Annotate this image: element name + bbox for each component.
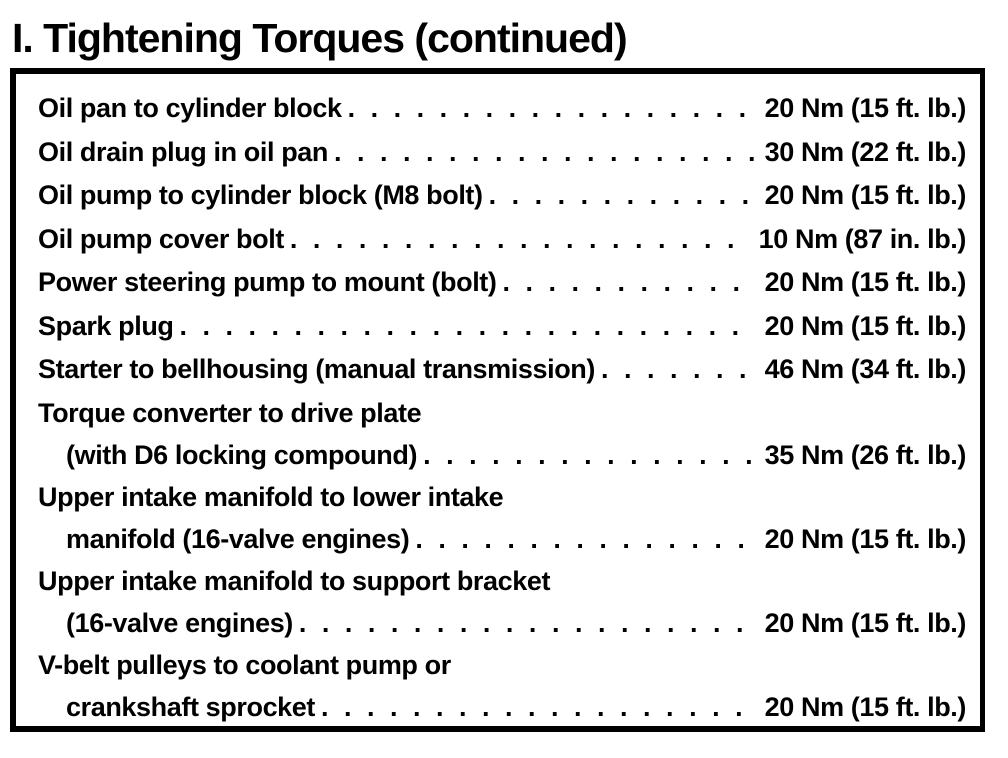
torque-value: 20 Nm (15 ft. lb.) (764, 93, 966, 123)
torque-value: 35 Nm (26 ft. lb.) (764, 439, 966, 470)
item-label: Torque converter to drive plate (38, 397, 422, 428)
torque-row (38, 305, 966, 349)
torque-row (38, 392, 966, 476)
item-label: Upper intake manifold to support bracket (38, 565, 551, 596)
torque-value: 20 Nm (15 ft. lb.) (764, 267, 966, 297)
item-label: Oil pump cover bolt (38, 223, 284, 254)
dot-leader (601, 348, 755, 390)
dot-leader (489, 174, 755, 216)
torque-row (38, 560, 966, 644)
dot-leader (299, 602, 755, 644)
torque-value: 30 Nm (22 ft. lb.) (764, 136, 966, 167)
dot-leader (180, 305, 755, 347)
item-label: V-belt pulleys to coolant pump or (38, 649, 451, 680)
torque-value: 20 Nm (15 ft. lb.) (764, 180, 966, 210)
dot-leader (502, 261, 754, 303)
torque-row (38, 644, 966, 728)
dot-leader (348, 87, 755, 129)
dot-leader (423, 434, 755, 476)
torque-row (38, 476, 966, 560)
dot-leader (321, 686, 755, 728)
item-label-continued: (with D6 locking compound) (66, 439, 418, 470)
item-label: Starter to bellhousing (manual transmission) (38, 354, 595, 384)
torque-value: 46 Nm (34 ft. lb.) (764, 354, 966, 384)
item-label: Power steering pump to mount (bolt) (38, 267, 497, 297)
torque-value: 20 Nm (15 ft. lb.) (764, 691, 966, 722)
torque-row (38, 174, 966, 218)
torque-row (38, 87, 966, 131)
page-title: I. Tightening Torques (continued) (12, 15, 627, 61)
item-label: Oil drain plug in oil pan (38, 136, 328, 167)
item-label: Upper intake manifold to lower intake (38, 481, 504, 512)
torque-row (38, 131, 966, 175)
dot-leader (415, 518, 754, 560)
torque-value: 20 Nm (15 ft. lb.) (764, 607, 966, 638)
item-label-continued: manifold (16-valve engines) (66, 523, 410, 554)
dot-leader (290, 218, 749, 260)
torque-value: 20 Nm (15 ft. lb.) (764, 523, 966, 554)
item-label: Spark plug (38, 310, 174, 341)
torque-row (38, 261, 966, 305)
torque-value: 20 Nm (15 ft. lb.) (764, 310, 966, 341)
dot-leader (334, 131, 755, 173)
torque-row (38, 218, 966, 262)
torque-table (10, 68, 985, 732)
item-label-continued: (16-valve engines) (66, 607, 293, 638)
torque-row (38, 348, 966, 392)
item-label: Oil pan to cylinder block (38, 93, 342, 123)
item-label: Oil pump to cylinder block (M8 bolt) (38, 180, 483, 210)
item-label-continued: crankshaft sprocket (66, 691, 316, 722)
torque-value: 10 Nm (87 in. lb.) (758, 223, 966, 254)
